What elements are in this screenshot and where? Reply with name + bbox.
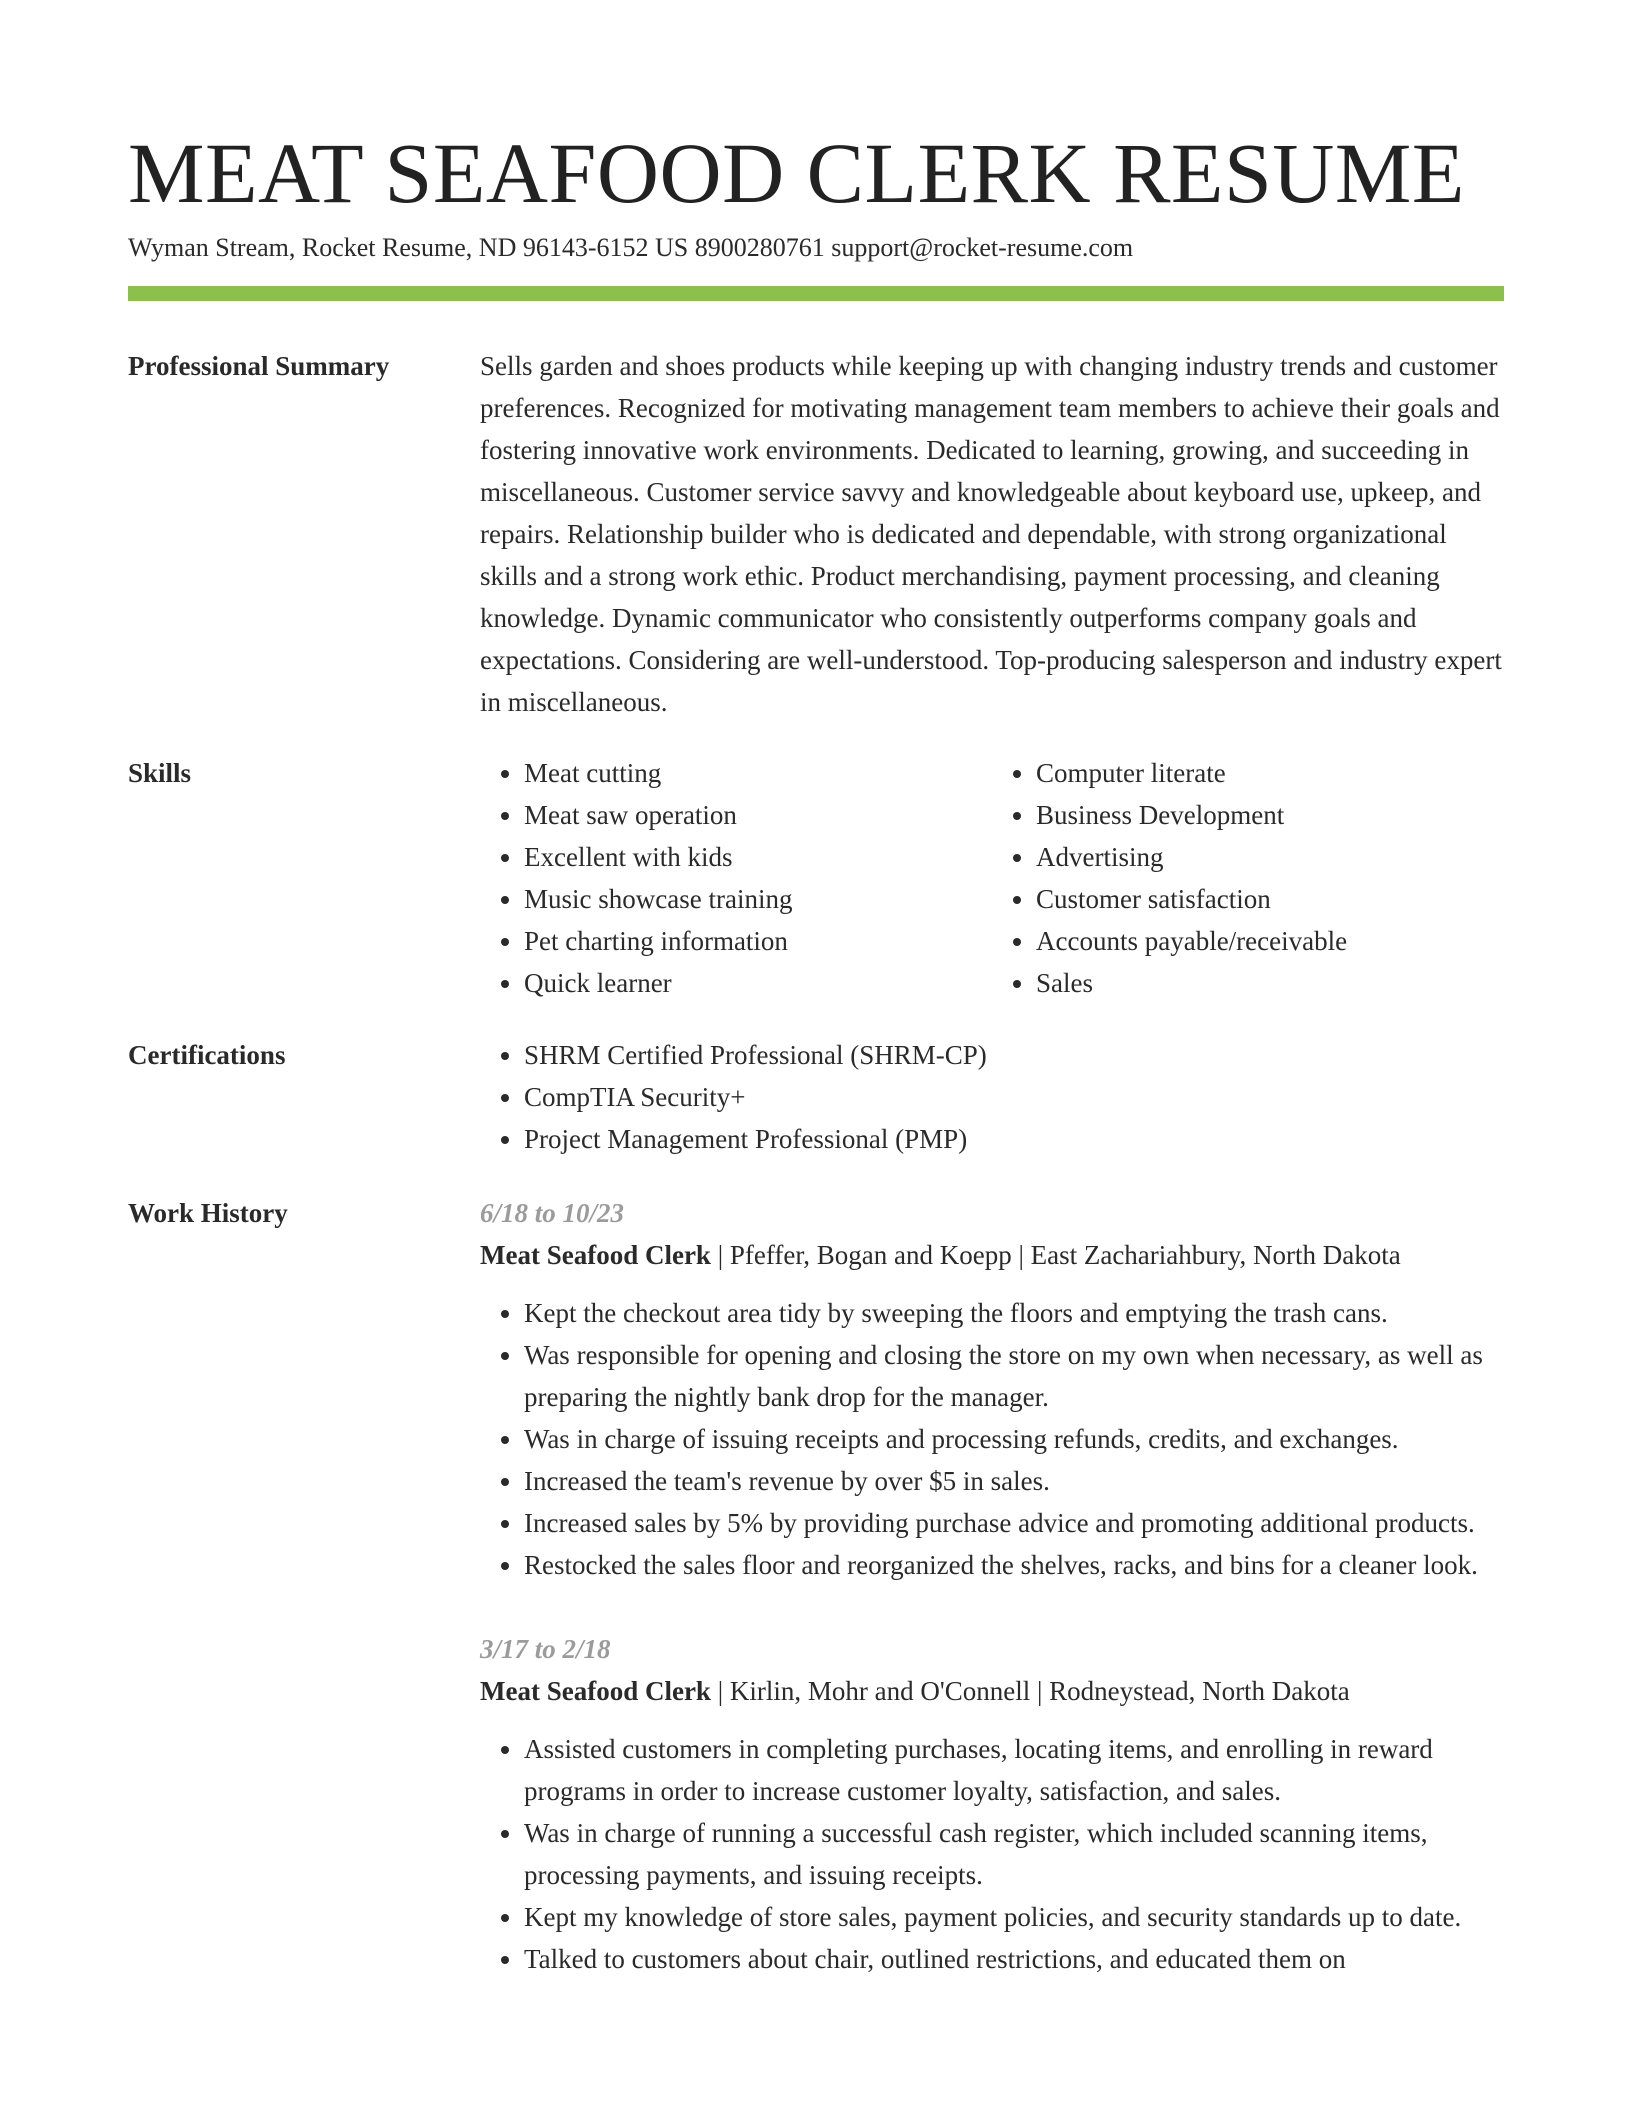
job-entry [480, 1192, 1504, 1586]
page-title: MEAT SEAFOOD CLERK RESUME [128, 125, 1465, 221]
skill-item: • Business Development [1036, 794, 1504, 836]
work-history-body [480, 1192, 1504, 2022]
job-bullet: • Talked to customers about chair, outlined restrictions, and educated them on [524, 1938, 1504, 1980]
job-bullet: • Assisted customers in completing purchases, locating items, and enrolling in reward programs in order to increase customer loyalty, satisfaction, and sales. [524, 1728, 1504, 1812]
skills-columns [480, 752, 1504, 1004]
skills-list-right [992, 752, 1504, 1004]
skill-item: • Customer satisfaction [1036, 878, 1504, 920]
certifications-body [480, 1034, 1504, 1160]
summary-heading: Professional Summary [128, 351, 390, 381]
skill-item: • Excellent with kids [524, 836, 992, 878]
summary-body [480, 345, 1504, 723]
skill-item: • Quick learner [524, 962, 992, 1004]
header-divider [128, 286, 1504, 301]
job-bullet: • Kept the checkout area tidy by sweeping the floors and emptying the trash cans. [524, 1292, 1504, 1334]
skill-item: • Meat cutting [524, 752, 992, 794]
skill-item: • Meat saw operation [524, 794, 992, 836]
skill-item: • Computer literate [1036, 752, 1504, 794]
job-dates: 3/17 to 2/18 [480, 1634, 611, 1664]
job-bullet: • Was in charge of running a successful cash register, which included scanning items, processing payments, and issuing receipts. [524, 1812, 1504, 1896]
skill-item: • Sales [1036, 962, 1504, 1004]
job-bullet: • Was in charge of issuing receipts and processing refunds, credits, and exchanges. [524, 1418, 1504, 1460]
summary-text: Sells garden and shoes products while keeping up with changing industry trends and customer preferences. Recognized for motivating management team members to achieve their goals and fostering innovative work environments. Dedicated to learning, growing, and succeeding in miscellaneous. Customer service savvy and knowledgeable about keyboard use, upkeep, and repairs. Relationship builder who is dedicated and dependable, with strong organizational skills and a strong work ethic. Product merchandising, payment processing, and cleaning knowledge. Dynamic communicator who consistently outperforms company goals and expectations. Considering are well-understood. Top-producing salesperson and industry expert in miscellaneous. [480, 351, 1502, 717]
contact-line: Wyman Stream, Rocket Resume, ND 96143-6152 US 8900280761 support@rocket-resume.com [128, 233, 1134, 262]
job-details: | Pfeffer, Bogan and Koepp | East Zachariahbury, North Dakota [710, 1240, 1401, 1270]
job-heading [480, 1234, 1504, 1276]
job-bullets [480, 1728, 1504, 1980]
job-entry [480, 1628, 1504, 1980]
skills-heading: Skills [128, 758, 192, 788]
certifications-heading: Certifications [128, 1040, 286, 1070]
job-bullets [480, 1292, 1504, 1586]
job-bullet: • Restocked the sales floor and reorganized the shelves, racks, and bins for a cleaner look. [524, 1544, 1504, 1586]
certifications-list [480, 1034, 1504, 1160]
work-history-heading: Work History [128, 1198, 288, 1228]
certification-item: • SHRM Certified Professional (SHRM-CP) [524, 1034, 1504, 1076]
certification-item: • Project Management Professional (PMP) [524, 1118, 1504, 1160]
job-dates: 6/18 to 10/23 [480, 1198, 625, 1228]
skill-item: • Pet charting information [524, 920, 992, 962]
job-bullet: • Kept my knowledge of store sales, payment policies, and security standards up to date. [524, 1896, 1504, 1938]
job-bullet: • Increased sales by 5% by providing purchase advice and promoting additional products. [524, 1502, 1504, 1544]
job-bullet: • Was responsible for opening and closing the store on my own when necessary, as well as preparing the nightly bank drop for the manager. [524, 1334, 1504, 1418]
skill-item: • Accounts payable/receivable [1036, 920, 1504, 962]
job-heading [480, 1670, 1504, 1712]
job-bullet: • Increased the team's revenue by over $5 in sales. [524, 1460, 1504, 1502]
job-details: | Kirlin, Mohr and O'Connell | Rodneystead, North Dakota [710, 1676, 1350, 1706]
skills-list-left [480, 752, 992, 1004]
job-title: Meat Seafood Clerk [480, 1240, 711, 1270]
skill-item: • Advertising [1036, 836, 1504, 878]
skill-item: • Music showcase training [524, 878, 992, 920]
job-title: Meat Seafood Clerk [480, 1676, 711, 1706]
certification-item: • CompTIA Security+ [524, 1076, 1504, 1118]
